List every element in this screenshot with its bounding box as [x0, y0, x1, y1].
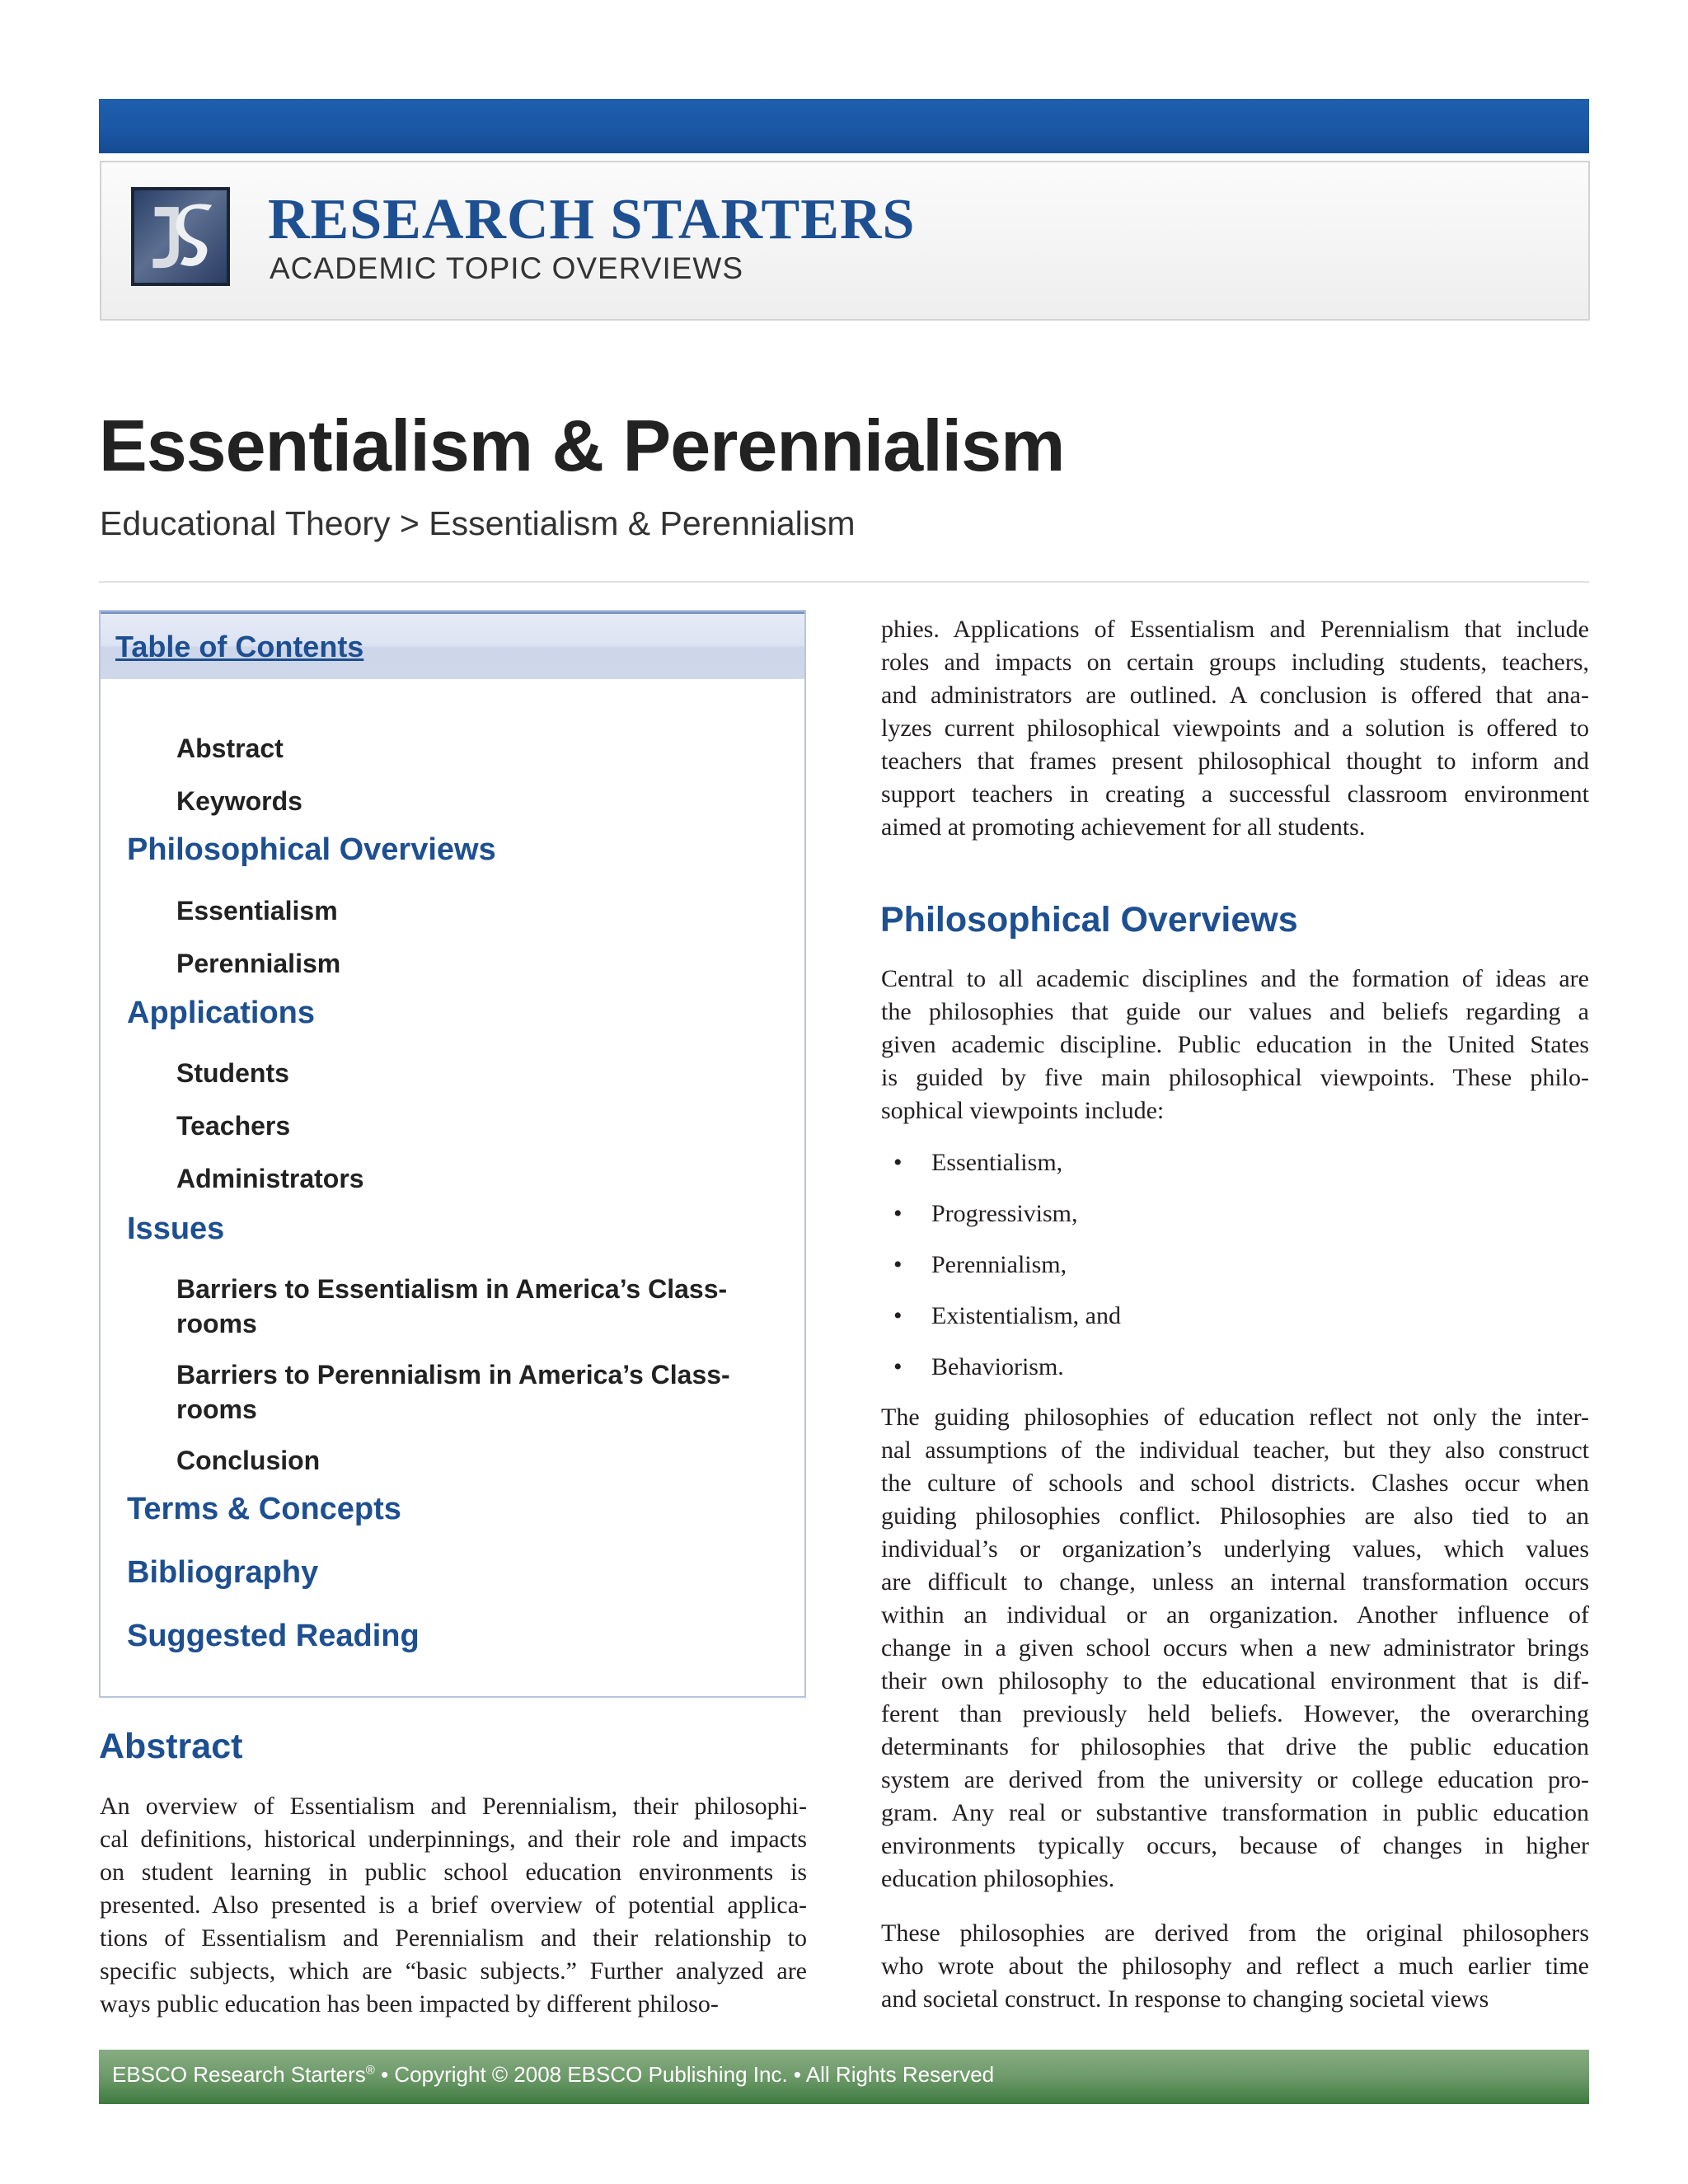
header-color-bar — [99, 99, 1589, 153]
text-line: specific subjects, which are “basic subjects.” Further analyzed are — [100, 1957, 807, 1985]
text-line: support teachers in creating a successful classroom environment — [881, 780, 1589, 808]
philosophies-paragraph-2 — [881, 1917, 1589, 2016]
toc-section-link[interactable]: Applications — [127, 996, 316, 1030]
toc-subsection-link[interactable]: Barriers to Perennialism in America’s Class- rooms — [176, 1360, 730, 1424]
text-line: The guiding philosophies of education reflect not only the inter- — [881, 1404, 1589, 1431]
text-line: gram. Any real or substantive transformation in public education — [881, 1799, 1589, 1826]
brand-subtitle: ACADEMIC TOPIC OVERVIEWS — [270, 251, 744, 285]
text-line: is guided by five main philosophical viewpoints. These philo- — [881, 1064, 1589, 1091]
toc-subsection-link[interactable]: Essentialism — [176, 896, 338, 926]
toc-subsection-link[interactable]: Students — [176, 1058, 289, 1088]
text-line: system are derived from the university or college education pro- — [881, 1766, 1589, 1793]
toc-subsection-link[interactable]: Administrators — [176, 1164, 364, 1193]
text-line: their own philosophy to the educational environment that is dif- — [881, 1667, 1589, 1694]
rs-logo-icon — [131, 187, 230, 286]
table-of-contents — [99, 610, 806, 1698]
text-line: ferent than previously held beliefs. However, the overarching — [881, 1700, 1589, 1727]
text-line: within an individual or an organization. Another influence of — [881, 1601, 1589, 1629]
text-line: determinants for philosophies that drive the public education — [881, 1733, 1589, 1760]
divider — [99, 581, 1589, 583]
text-line: and societal construct. In response to changing societal views — [881, 1985, 1489, 2013]
toc-subsection-link[interactable]: Abstract — [176, 733, 284, 763]
breadcrumb: Educational Theory > Essentialism & Perennialism — [100, 504, 856, 542]
bullet-icon: • — [893, 1149, 903, 1176]
list-item: • Behaviorism. — [880, 1342, 1589, 1393]
text-line: environments typically occurs, because of changes in higher — [881, 1832, 1589, 1859]
toc-subsection-link[interactable]: Conclusion — [176, 1446, 321, 1475]
toc-subsection-link[interactable]: Barriers to Essentialism in America’s Class- rooms — [176, 1274, 728, 1338]
text-line: These philosophies are derived from the original philosophers — [881, 1919, 1589, 1947]
text-line: the philosophies that guide our values and beliefs regarding a — [881, 998, 1589, 1025]
text-line: individual’s or organization’s underlying values, which values — [881, 1535, 1589, 1563]
text-line: lyzes current philosophical viewpoints and a solution is offered to — [881, 715, 1589, 742]
toc-section-link[interactable]: Suggested Reading — [127, 1619, 420, 1653]
text-line: who wrote about the philosophy and reflect a much earlier time — [881, 1952, 1589, 1980]
text-line: the culture of schools and school districts. Clashes occur when — [881, 1469, 1589, 1497]
toc-section-link[interactable]: Philosophical Overviews — [127, 832, 496, 867]
page-title: Essentialism & Perennialism — [99, 405, 1065, 486]
text-line: nal assumptions of the individual teacher, but they also construct — [881, 1436, 1589, 1464]
copyright-text: EBSCO Research Starters® • Copyright © 2008 EBSCO Publishing Inc. • All Rights Reserved — [112, 2062, 995, 2087]
toc-subsection-link[interactable]: Keywords — [176, 786, 302, 816]
toc-subsection-link[interactable]: Teachers — [176, 1111, 291, 1141]
philosophical-overviews-intro — [881, 963, 1589, 1127]
philosophies-paragraph — [881, 1401, 1589, 1896]
brand-banner — [100, 161, 1590, 321]
philosophical-overviews-heading: Philosophical Overviews — [880, 900, 1298, 940]
text-line: education philosophies. — [881, 1865, 1115, 1892]
toc-section-link[interactable]: Bibliography — [127, 1555, 319, 1590]
toc-title[interactable]: Table of Contents — [115, 630, 364, 663]
philosophies-list — [880, 1137, 1589, 1393]
text-line: An overview of Essentialism and Perennialism, their philosophi- — [100, 1793, 807, 1820]
text-line: guiding philosophies conflict. Philosophies are also tied to an — [881, 1502, 1589, 1530]
bullet-icon: • — [893, 1302, 903, 1329]
text-line: change in a given school occurs when a new administrator brings — [881, 1634, 1589, 1661]
toc-section-link[interactable]: Issues — [127, 1212, 225, 1246]
list-item: • Essentialism, — [880, 1137, 1589, 1188]
list-item: • Progressivism, — [880, 1188, 1589, 1240]
text-line: roles and impacts on certain groups including students, teachers, — [881, 649, 1589, 676]
bullet-icon: • — [893, 1353, 903, 1380]
text-line: are difficult to change, unless an internal transformation occurs — [881, 1568, 1589, 1596]
text-line: tions of Essentialism and Perennialism and their relationship to — [100, 1924, 807, 1952]
brand-title: RESEARCH STARTERS — [268, 188, 916, 251]
bullet-icon: • — [893, 1200, 903, 1227]
text-line: ways public education has been impacted by different philoso- — [100, 1990, 719, 2018]
abstract-text-continued — [881, 613, 1589, 844]
text-line: aimed at promoting achievement for all students. — [881, 813, 1366, 841]
list-item: • Existentialism, and — [880, 1291, 1589, 1342]
footer-bar — [99, 2050, 1589, 2104]
text-line: presented. Also presented is a brief overview of potential applica- — [100, 1891, 807, 1919]
text-line: sophical viewpoints include: — [881, 1097, 1165, 1124]
text-line: and administrators are outlined. A conclusion is offered that ana- — [881, 682, 1589, 709]
abstract-text — [100, 1790, 807, 2021]
text-line: given academic discipline. Public education in the United States — [881, 1031, 1589, 1058]
bullet-icon: • — [893, 1251, 903, 1278]
text-line: teachers that frames present philosophical thought to inform and — [881, 748, 1589, 775]
abstract-heading: Abstract — [99, 1727, 243, 1766]
list-item: • Perennialism, — [880, 1240, 1589, 1291]
toc-subsection-link[interactable]: Perennialism — [176, 949, 341, 978]
toc-section-link[interactable]: Terms & Concepts — [127, 1492, 401, 1526]
text-line: Central to all academic disciplines and the formation of ideas are — [881, 965, 1589, 992]
text-line: phies. Applications of Essentialism and Perennialism that include — [881, 616, 1589, 643]
text-line: cal definitions, historical underpinnings, and their role and impacts — [100, 1825, 807, 1853]
text-line: on student learning in public school education environments is — [100, 1858, 807, 1886]
